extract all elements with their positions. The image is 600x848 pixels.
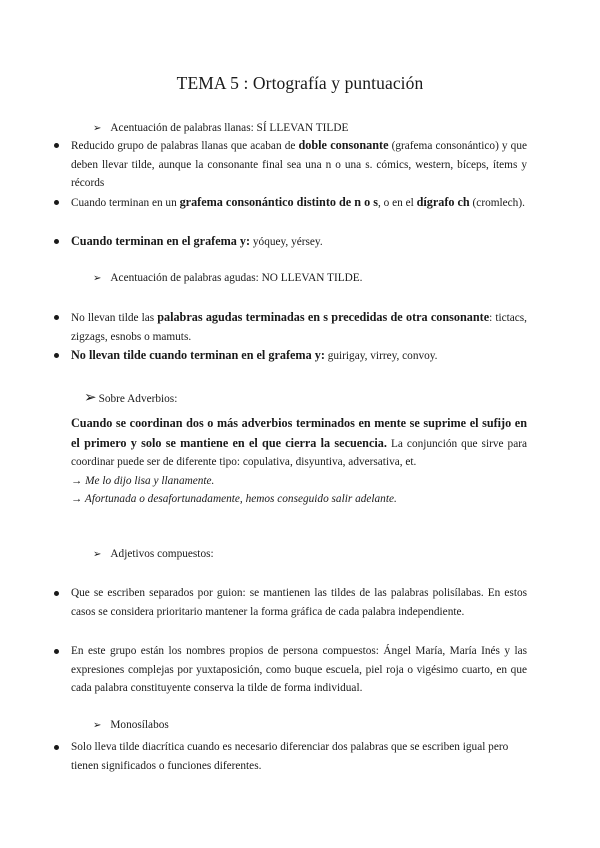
bullet-icon [54, 591, 59, 596]
list-item: Cuando terminan en un grafema consonántico distinto de n o s, o en el dígrafo ch (cromlech). [54, 193, 527, 213]
bullet-icon [54, 239, 59, 244]
example-line: → Me lo dijo lisa y llanamente. [71, 474, 215, 487]
list-item: Solo lleva tilde diacrítica cuando es necesario diferenciar dos palabras que se escriben igual pero tienen significados o funciones diferentes. [54, 738, 527, 775]
arrowhead-bullet-icon: ➢ [93, 123, 102, 134]
bullet-icon [54, 315, 59, 320]
section-heading-agudas: ➢ Acentuación de palabras agudas: NO LLEVAN TILDE. [93, 272, 363, 284]
list-item: En este grupo están los nombres propios de persona compuestos: Ángel María, María Inés y las expresiones complejas por yuxtaposición, como buque escuela, piel roja o vigésimo cuarto, en que cada palabra constituyente conserva la tilde de forma individual. [54, 642, 527, 698]
list-item: Reducido grupo de palabras llanas que acaban de doble consonante (grafema consonántico) y que deben llevar tilde, aunque la consonante final sea una n o una s. cómics, western, bíceps, ítems y récords [54, 136, 527, 193]
page-title: TEMA 5 : Ortografía y puntuación [176, 73, 424, 93]
bullet-icon [54, 649, 59, 654]
example-line: → Afortunada o desafortunadamente, hemos conseguido salir adelante. [71, 493, 397, 506]
adverbios-paragraph: Cuando se coordinan dos o más adverbios terminados en mente se suprime el sufijo en el primero y solo se mantiene en el que cierra la secuencia. La conjunción que sirve para coordinar puede ser de diferente tipo: copulativa, disyuntiva, adversativa, et. → Me lo dijo lisa y llanamente. → Afortunada o desafortunadamente, hemos conseguido salir adelante. [71, 414, 527, 509]
section-heading-monosilabos: ➢ Monosílabos [93, 719, 169, 731]
arrowhead-bullet-icon: ➢ [93, 549, 102, 560]
section-heading-adverbios: ➢ Sobre Adverbios: [84, 390, 178, 406]
bullet-icon [54, 353, 59, 358]
list-item: Que se escriben separados por guion: se mantienen las tildes de las palabras polisílabas. En estos casos se considera prioritario mantener la forma gráfica de cada palabra independiente. [54, 584, 527, 621]
arrowhead-bullet-icon: ➢ [93, 273, 102, 284]
arrowhead-bullet-icon: ➢ [93, 720, 102, 731]
arrowhead-bullet-icon: ➢ [84, 390, 97, 406]
bullet-icon [54, 143, 59, 148]
section-heading-adjetivos: ➢ Adjetivos compuestos: [93, 548, 214, 560]
bullet-icon [54, 200, 59, 205]
list-item: No llevan tilde las palabras agudas terminadas en s precedidas de otra consonante: tictacs, zigzags, esnobs o mamuts. [54, 308, 527, 346]
list-item: No llevan tilde cuando terminan en el grafema y: guirigay, virrey, convoy. [54, 346, 527, 366]
list-item: Cuando terminan en el grafema y: yóquey, yérsey. [54, 232, 527, 252]
section-heading-llanas: ➢ Acentuación de palabras llanas: SÍ LLEVAN TILDE [93, 122, 349, 134]
bullet-icon [54, 745, 59, 750]
